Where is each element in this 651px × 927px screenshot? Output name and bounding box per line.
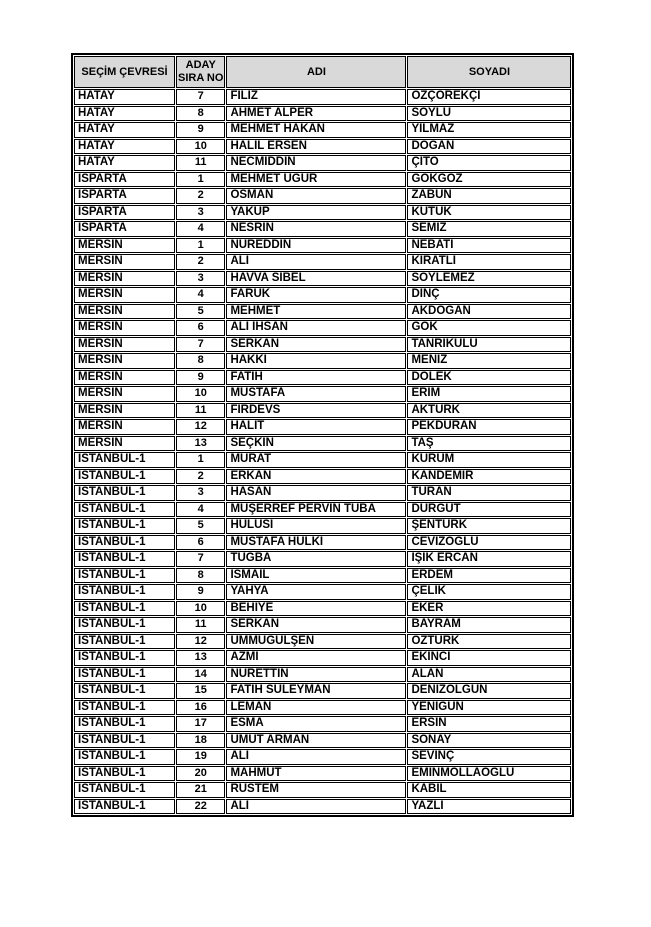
cell-first-name: AHMET ALPER bbox=[226, 106, 406, 122]
cell-district: İSTANBUL-1 bbox=[74, 568, 175, 584]
cell-first-name: OSMAN bbox=[226, 188, 406, 204]
cell-surname: KABİL bbox=[407, 782, 571, 798]
cell-surname: DENİZOLGUN bbox=[407, 683, 571, 699]
cell-surname: ERSİN bbox=[407, 716, 571, 732]
header-order-no-line1: ADAY bbox=[185, 59, 216, 71]
cell-district: ISPARTA bbox=[74, 188, 175, 204]
cell-first-name: YAHYA bbox=[226, 584, 406, 600]
cell-first-name: ALİ İHSAN bbox=[226, 320, 406, 336]
table-row bbox=[74, 650, 571, 666]
cell-first-name: HALİL ERSEN bbox=[226, 139, 406, 155]
cell-first-name: BEHİYE bbox=[226, 601, 406, 617]
table-row bbox=[74, 370, 571, 386]
table-row bbox=[74, 337, 571, 353]
cell-first-name: ERKAN bbox=[226, 469, 406, 485]
cell-surname: EKER bbox=[407, 601, 571, 617]
cell-order-no: 22 bbox=[176, 799, 225, 815]
table-row bbox=[74, 139, 571, 155]
cell-order-no: 7 bbox=[176, 337, 225, 353]
cell-district: İSTANBUL-1 bbox=[74, 452, 175, 468]
cell-surname: TURAN bbox=[407, 485, 571, 501]
table-row bbox=[74, 766, 571, 782]
cell-first-name: UMUT ARMAN bbox=[226, 733, 406, 749]
cell-surname: GÖK bbox=[407, 320, 571, 336]
table-row bbox=[74, 386, 571, 402]
cell-first-name: ÜMMÜGÜLŞEN bbox=[226, 634, 406, 650]
cell-first-name: MEHMET bbox=[226, 304, 406, 320]
cell-district: MERSİN bbox=[74, 271, 175, 287]
cell-order-no: 4 bbox=[176, 502, 225, 518]
table-row bbox=[74, 749, 571, 765]
cell-first-name: MEHMET UĞUR bbox=[226, 172, 406, 188]
cell-order-no: 12 bbox=[176, 419, 225, 435]
table-row bbox=[74, 535, 571, 551]
cell-surname: ÇELİK bbox=[407, 584, 571, 600]
cell-first-name: MÜŞERREF PERVİN TUBA bbox=[226, 502, 406, 518]
cell-order-no: 6 bbox=[176, 320, 225, 336]
cell-order-no: 1 bbox=[176, 238, 225, 254]
cell-first-name: ESMA bbox=[226, 716, 406, 732]
cell-district: HATAY bbox=[74, 122, 175, 138]
cell-surname: ÖZÇÖREKÇİ bbox=[407, 89, 571, 105]
cell-surname: AKDOĞAN bbox=[407, 304, 571, 320]
cell-order-no: 8 bbox=[176, 568, 225, 584]
cell-order-no: 6 bbox=[176, 535, 225, 551]
table-row bbox=[74, 287, 571, 303]
cell-order-no: 5 bbox=[176, 304, 225, 320]
table-row bbox=[74, 716, 571, 732]
cell-order-no: 12 bbox=[176, 634, 225, 650]
cell-district: İSTANBUL-1 bbox=[74, 650, 175, 666]
cell-first-name: TUĞBA bbox=[226, 551, 406, 567]
cell-surname: IŞIK ERCAN bbox=[407, 551, 571, 567]
cell-order-no: 4 bbox=[176, 221, 225, 237]
table-row bbox=[74, 155, 571, 171]
table-row bbox=[74, 403, 571, 419]
cell-order-no: 7 bbox=[176, 89, 225, 105]
table-row bbox=[74, 584, 571, 600]
table-row bbox=[74, 122, 571, 138]
cell-surname: EMİNMOLLAOĞLU bbox=[407, 766, 571, 782]
header-first-name: ADI bbox=[226, 56, 406, 88]
cell-surname: SÖYLEMEZ bbox=[407, 271, 571, 287]
cell-district: İSTANBUL-1 bbox=[74, 551, 175, 567]
header-row bbox=[74, 56, 571, 88]
cell-surname: SEVİNÇ bbox=[407, 749, 571, 765]
cell-district: MERSİN bbox=[74, 403, 175, 419]
cell-surname: DURGUT bbox=[407, 502, 571, 518]
cell-district: İSTANBUL-1 bbox=[74, 733, 175, 749]
cell-district: MERSİN bbox=[74, 287, 175, 303]
cell-district: MERSİN bbox=[74, 238, 175, 254]
cell-district: İSTANBUL-1 bbox=[74, 601, 175, 617]
cell-surname: ÇİTO bbox=[407, 155, 571, 171]
cell-surname: ERİM bbox=[407, 386, 571, 402]
cell-district: İSTANBUL-1 bbox=[74, 634, 175, 650]
cell-district: ISPARTA bbox=[74, 221, 175, 237]
candidates-table bbox=[71, 53, 574, 817]
cell-first-name: HULUSİ bbox=[226, 518, 406, 534]
cell-district: MERSİN bbox=[74, 337, 175, 353]
table-row bbox=[74, 485, 571, 501]
cell-surname: DÖLEK bbox=[407, 370, 571, 386]
table-row bbox=[74, 568, 571, 584]
cell-surname: CEVİZOĞLU bbox=[407, 535, 571, 551]
cell-first-name: ALİ bbox=[226, 254, 406, 270]
cell-order-no: 7 bbox=[176, 551, 225, 567]
cell-district: MERSİN bbox=[74, 353, 175, 369]
cell-district: İSTANBUL-1 bbox=[74, 485, 175, 501]
cell-first-name: MEHMET HAKAN bbox=[226, 122, 406, 138]
cell-district: İSTANBUL-1 bbox=[74, 749, 175, 765]
table-row bbox=[74, 254, 571, 270]
table-row bbox=[74, 634, 571, 650]
cell-order-no: 3 bbox=[176, 271, 225, 287]
cell-district: MERSİN bbox=[74, 254, 175, 270]
cell-first-name: ALİ bbox=[226, 749, 406, 765]
header-district: SEÇİM ÇEVRESİ bbox=[74, 56, 175, 88]
cell-order-no: 3 bbox=[176, 485, 225, 501]
cell-district: İSTANBUL-1 bbox=[74, 617, 175, 633]
cell-district: İSTANBUL-1 bbox=[74, 766, 175, 782]
cell-order-no: 21 bbox=[176, 782, 225, 798]
cell-order-no: 1 bbox=[176, 172, 225, 188]
cell-order-no: 9 bbox=[176, 584, 225, 600]
cell-surname: KÜTÜK bbox=[407, 205, 571, 221]
cell-order-no: 2 bbox=[176, 188, 225, 204]
table-row bbox=[74, 205, 571, 221]
cell-surname: SOYLU bbox=[407, 106, 571, 122]
table-row bbox=[74, 436, 571, 452]
cell-first-name: FATİH SÜLEYMAN bbox=[226, 683, 406, 699]
cell-first-name: MAHMUT bbox=[226, 766, 406, 782]
table-row bbox=[74, 271, 571, 287]
table-row bbox=[74, 782, 571, 798]
table-row bbox=[74, 221, 571, 237]
table-row bbox=[74, 304, 571, 320]
header-order-no-line2: SIRA NO bbox=[178, 72, 224, 84]
cell-order-no: 4 bbox=[176, 287, 225, 303]
cell-district: ISPARTA bbox=[74, 205, 175, 221]
cell-first-name: YAKUP bbox=[226, 205, 406, 221]
cell-order-no: 8 bbox=[176, 106, 225, 122]
cell-surname: YILMAZ bbox=[407, 122, 571, 138]
cell-order-no: 9 bbox=[176, 370, 225, 386]
cell-district: MERSİN bbox=[74, 386, 175, 402]
cell-order-no: 5 bbox=[176, 518, 225, 534]
cell-surname: GÖKGÖZ bbox=[407, 172, 571, 188]
table-row bbox=[74, 172, 571, 188]
cell-surname: SEMİZ bbox=[407, 221, 571, 237]
cell-district: MERSİN bbox=[74, 436, 175, 452]
cell-first-name: MUSTAFA bbox=[226, 386, 406, 402]
cell-surname: TAŞ bbox=[407, 436, 571, 452]
cell-surname: EKİNCİ bbox=[407, 650, 571, 666]
cell-order-no: 16 bbox=[176, 700, 225, 716]
cell-order-no: 1 bbox=[176, 452, 225, 468]
cell-order-no: 10 bbox=[176, 601, 225, 617]
cell-order-no: 18 bbox=[176, 733, 225, 749]
cell-first-name: LEMAN bbox=[226, 700, 406, 716]
cell-first-name: NESRİN bbox=[226, 221, 406, 237]
cell-surname: KIRATLI bbox=[407, 254, 571, 270]
cell-order-no: 13 bbox=[176, 650, 225, 666]
cell-surname: KANDEMİR bbox=[407, 469, 571, 485]
table-row bbox=[74, 601, 571, 617]
cell-district: MERSİN bbox=[74, 419, 175, 435]
cell-first-name: FİRDEVS bbox=[226, 403, 406, 419]
cell-surname: AKTÜRK bbox=[407, 403, 571, 419]
table-row bbox=[74, 683, 571, 699]
table-row bbox=[74, 238, 571, 254]
cell-order-no: 2 bbox=[176, 254, 225, 270]
cell-order-no: 14 bbox=[176, 667, 225, 683]
cell-first-name: HAVVA SİBEL bbox=[226, 271, 406, 287]
cell-surname: KURUM bbox=[407, 452, 571, 468]
cell-first-name: SERKAN bbox=[226, 337, 406, 353]
cell-surname: ERDEM bbox=[407, 568, 571, 584]
cell-order-no: 11 bbox=[176, 617, 225, 633]
cell-first-name: NUREDDİN bbox=[226, 238, 406, 254]
cell-first-name: AZMİ bbox=[226, 650, 406, 666]
table-row bbox=[74, 452, 571, 468]
table-row bbox=[74, 106, 571, 122]
cell-surname: ZABUN bbox=[407, 188, 571, 204]
cell-district: ISPARTA bbox=[74, 172, 175, 188]
cell-first-name: MURAT bbox=[226, 452, 406, 468]
table-row bbox=[74, 667, 571, 683]
table-row bbox=[74, 353, 571, 369]
cell-surname: TANRIKULU bbox=[407, 337, 571, 353]
table-row bbox=[74, 700, 571, 716]
cell-surname: BAYRAM bbox=[407, 617, 571, 633]
cell-district: İSTANBUL-1 bbox=[74, 518, 175, 534]
cell-order-no: 9 bbox=[176, 122, 225, 138]
cell-order-no: 17 bbox=[176, 716, 225, 732]
cell-first-name: SERKAN bbox=[226, 617, 406, 633]
cell-district: HATAY bbox=[74, 106, 175, 122]
cell-order-no: 11 bbox=[176, 155, 225, 171]
table-row bbox=[74, 502, 571, 518]
cell-first-name: HALİT bbox=[226, 419, 406, 435]
cell-surname: ŞENTÜRK bbox=[407, 518, 571, 534]
cell-surname: DİNÇ bbox=[407, 287, 571, 303]
cell-order-no: 10 bbox=[176, 386, 225, 402]
cell-district: İSTANBUL-1 bbox=[74, 683, 175, 699]
cell-district: İSTANBUL-1 bbox=[74, 700, 175, 716]
cell-surname: YENİGÜN bbox=[407, 700, 571, 716]
cell-district: HATAY bbox=[74, 155, 175, 171]
cell-surname: DOĞAN bbox=[407, 139, 571, 155]
table-row bbox=[74, 469, 571, 485]
cell-order-no: 2 bbox=[176, 469, 225, 485]
cell-district: MERSİN bbox=[74, 320, 175, 336]
table-row bbox=[74, 733, 571, 749]
table-row bbox=[74, 419, 571, 435]
cell-order-no: 8 bbox=[176, 353, 225, 369]
table-row bbox=[74, 617, 571, 633]
table-row bbox=[74, 551, 571, 567]
cell-surname: ALAN bbox=[407, 667, 571, 683]
cell-surname: YAZLI bbox=[407, 799, 571, 815]
cell-district: MERSİN bbox=[74, 304, 175, 320]
cell-first-name: HASAN bbox=[226, 485, 406, 501]
cell-first-name: FARUK bbox=[226, 287, 406, 303]
cell-district: İSTANBUL-1 bbox=[74, 502, 175, 518]
cell-first-name: RÜSTEM bbox=[226, 782, 406, 798]
cell-order-no: 20 bbox=[176, 766, 225, 782]
cell-first-name: NURETTİN bbox=[226, 667, 406, 683]
cell-surname: SONAY bbox=[407, 733, 571, 749]
cell-district: İSTANBUL-1 bbox=[74, 667, 175, 683]
table-row bbox=[74, 518, 571, 534]
cell-order-no: 19 bbox=[176, 749, 225, 765]
cell-district: İSTANBUL-1 bbox=[74, 716, 175, 732]
cell-first-name: FİLİZ bbox=[226, 89, 406, 105]
cell-first-name: İSMAİL bbox=[226, 568, 406, 584]
header-order-no bbox=[176, 56, 225, 88]
cell-first-name: FATİH bbox=[226, 370, 406, 386]
cell-order-no: 3 bbox=[176, 205, 225, 221]
cell-first-name: SEÇKİN bbox=[226, 436, 406, 452]
cell-surname: PEKDURAN bbox=[407, 419, 571, 435]
cell-surname: ÖZTÜRK bbox=[407, 634, 571, 650]
cell-first-name: ALİ bbox=[226, 799, 406, 815]
cell-district: HATAY bbox=[74, 139, 175, 155]
cell-district: MERSİN bbox=[74, 370, 175, 386]
cell-order-no: 11 bbox=[176, 403, 225, 419]
cell-order-no: 10 bbox=[176, 139, 225, 155]
cell-first-name: MUSTAFA HULKİ bbox=[226, 535, 406, 551]
cell-district: İSTANBUL-1 bbox=[74, 469, 175, 485]
cell-district: İSTANBUL-1 bbox=[74, 799, 175, 815]
header-surname: SOYADI bbox=[407, 56, 571, 88]
table-row bbox=[74, 799, 571, 815]
table-row bbox=[74, 188, 571, 204]
cell-district: İSTANBUL-1 bbox=[74, 782, 175, 798]
cell-first-name: HAKKI bbox=[226, 353, 406, 369]
cell-surname: NEBATİ bbox=[407, 238, 571, 254]
cell-district: İSTANBUL-1 bbox=[74, 535, 175, 551]
cell-first-name: NECMİDDİN bbox=[226, 155, 406, 171]
cell-district: İSTANBUL-1 bbox=[74, 584, 175, 600]
cell-surname: MENİZ bbox=[407, 353, 571, 369]
cell-order-no: 13 bbox=[176, 436, 225, 452]
cell-order-no: 15 bbox=[176, 683, 225, 699]
table-row bbox=[74, 320, 571, 336]
table-row bbox=[74, 89, 571, 105]
cell-district: HATAY bbox=[74, 89, 175, 105]
